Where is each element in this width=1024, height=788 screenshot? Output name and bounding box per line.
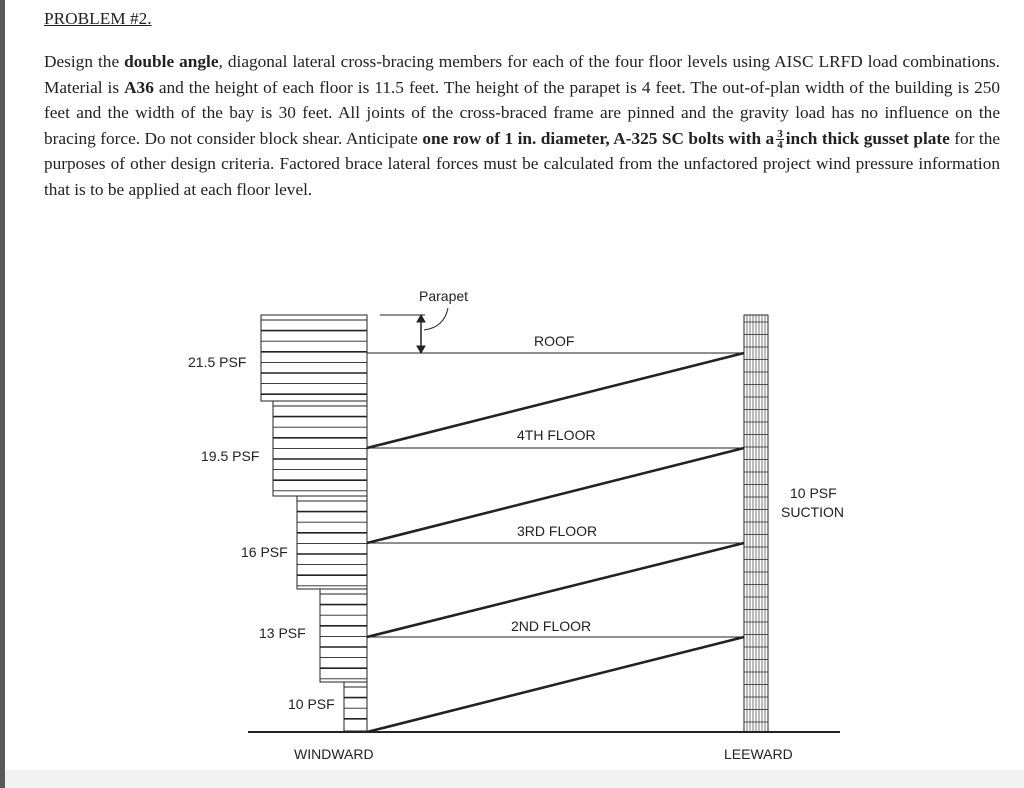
leeward-load-label: 10 PSF [790,485,837,501]
load-label-21-5: 21.5 PSF [188,354,247,370]
floor-label-2nd: 2ND FLOOR [511,618,592,634]
wind-load-block [261,315,367,401]
problem-title: PROBLEM #2. [44,9,152,28]
fraction-numerator: 3 [777,128,783,141]
text-run: for the purposes of other design criteria. Factored brace lateral forces must be calculated from the unfactored project wind pressure information that is to be applied at each floor level. [44,128,1001,199]
text-run: Design the [44,52,125,71]
bold-run: inch thick gusset plate [785,128,950,148]
parapet-leader [424,308,448,330]
floor-label-3rd: 3RD FLOOR [517,523,598,539]
bold-run: double angle [124,52,219,71]
parapet-label: Parapet [419,288,469,304]
diagonal-brace [367,637,744,732]
leeward-label: LEEWARD [724,746,793,762]
load-label-10: 10 PSF [288,696,335,712]
load-label-13: 13 PSF [259,625,306,641]
bold-run: one row of 1 in. diameter, A-325 SC bolts with a [422,128,775,148]
floor-label-4th: 4TH FLOOR [517,427,596,443]
load-label-19-5: 19.5 PSF [201,448,260,464]
fraction-denominator: 4 [777,139,783,152]
load-label-16: 16 PSF [241,544,288,560]
floor-label-roof: ROOF [534,333,575,349]
wind-load-block [344,682,367,731]
leeward-suction-label: SUCTION [781,504,844,520]
windward-label: WINDWARD [294,746,374,762]
text-run: , diagonal lateral cross-bracing members for each of the four floor levels using AISC LRFD load combinations. Material is [44,52,1000,97]
text-run: and the height of each floor is 11.5 feet. The height of the parapet is 4 feet. The out-of-plan width of the building is 250 feet and the width of the bay is 30 feet. All joints of the cross-braced frame are pinned and the gravity load has no influence on the bracing force. Do not consider block shear. Anticipate [44,77,1000,148]
wind-load-hatching [261,315,768,732]
bold-run: A36 [124,77,154,97]
